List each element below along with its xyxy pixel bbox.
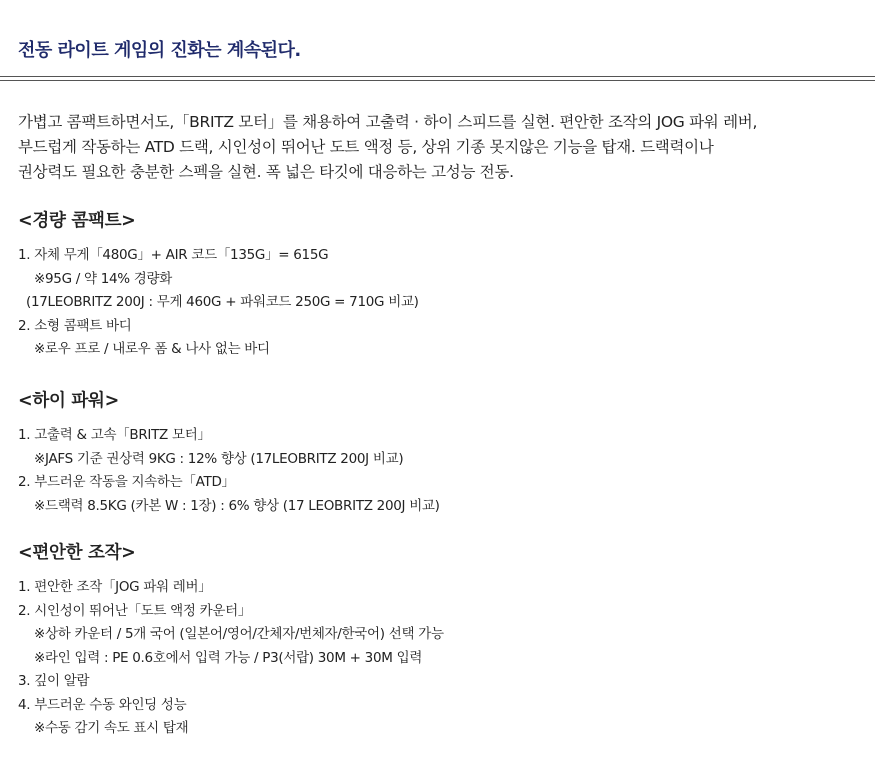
feature-note: ※상하 카운터 / 5개 국어 (일본어/영어/간체자/번체자/한국어) 선택 가능 (34, 626, 444, 642)
title-divider-top (0, 76, 875, 77)
title-divider-bottom (0, 80, 875, 81)
feature-note: (17LEOBRITZ 200J : 무게 460G + 파워코드 250G = 710G 비교) (26, 294, 419, 310)
feature-note: ※JAFS 기준 권상력 9KG : 12% 향상 (17LEOBRITZ 200J 비교) (34, 450, 404, 467)
feature-line: 1. 고출력 & 고속「BRITZ 모터」 (18, 427, 211, 443)
section-heading: <경량 콤팩트> (18, 211, 136, 231)
feature-note: ※수동 감기 속도 표시 탑재 (34, 720, 189, 736)
intro-line: 가볍고 콤팩트하면서도,「BRITZ 모터」를 채용하여 고출력 · 하이 스피드를 실현. 편안한 조작의 JOG 파워 레버, (18, 113, 758, 131)
feature-note: ※로우 프로 / 내로우 폼 & 나사 없는 바디 (34, 341, 270, 357)
intro-line: 권상력도 필요한 충분한 스펙을 실현. 폭 넓은 타깃에 대응하는 고성능 전동. (18, 163, 514, 181)
feature-note: ※드랙력 8.5KG (카본 W : 1장) : 6% 향상 (17 LEOBRITZ 200J 비교) (34, 497, 440, 514)
page-title: 전동 라이트 게임의 진화는 계속된다. (18, 40, 301, 61)
feature-line: 4. 부드러운 수동 와인딩 성능 (18, 696, 187, 713)
section-high-power (18, 387, 440, 518)
section-heading: <편안한 조작> (18, 543, 136, 563)
feature-line: 1. 자체 무게「480G」+ AIR 코드「135G」= 615G (18, 247, 329, 263)
intro-paragraph (18, 110, 868, 185)
section-easy-operation (18, 539, 444, 741)
section-heading: <하이 파워> (18, 391, 119, 411)
feature-line: 2. 시인성이 뛰어난「도트 액정 카운터」 (18, 602, 252, 619)
feature-line: 2. 소형 콤팩트 바디 (18, 317, 132, 334)
feature-note: ※라인 입력 : PE 0.6호에서 입력 가능 / P3(서랍) 30M + 30M 입력 (34, 649, 423, 666)
section-lightweight-compact (18, 207, 419, 362)
feature-line: 2. 부드러운 작동을 지속하는「ATD」 (18, 474, 235, 490)
feature-line: 1. 편안한 조작「JOG 파워 레버」 (18, 579, 212, 595)
feature-line: 3. 깊이 알람 (18, 673, 90, 689)
intro-line: 부드럽게 작동하는 ATD 드랙, 시인성이 뛰어난 도트 액정 등, 상위 기종 못지않은 기능을 탑재. 드랙력이나 (18, 138, 714, 156)
feature-note: ※95G / 약 14% 경량화 (34, 270, 173, 287)
